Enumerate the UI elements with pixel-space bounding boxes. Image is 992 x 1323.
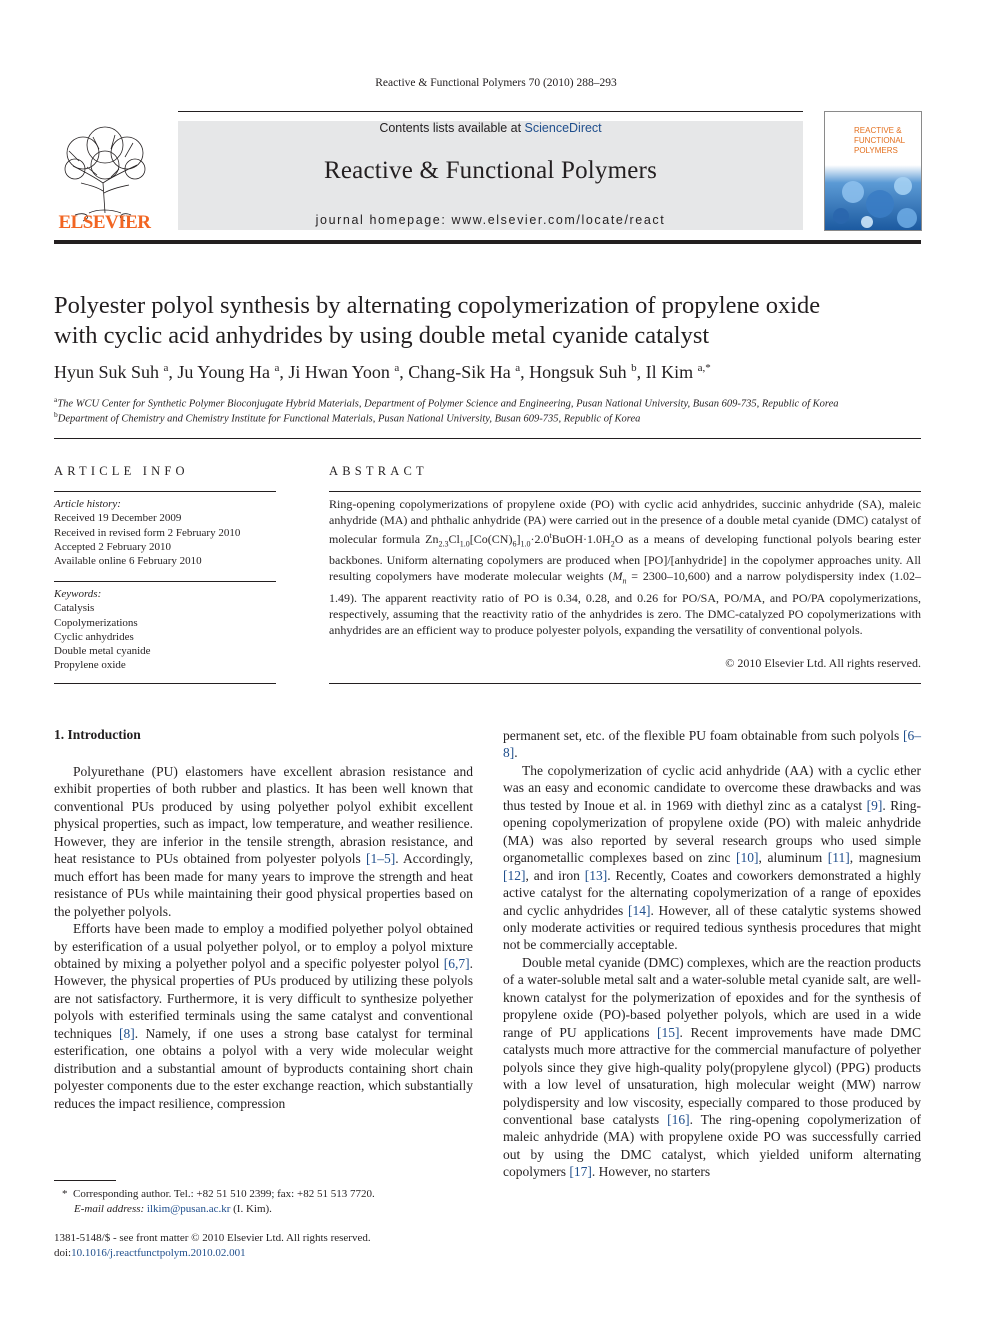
keywords-rule xyxy=(54,581,276,582)
publication-info xyxy=(54,1231,474,1261)
citation-link[interactable]: [14] xyxy=(627,902,651,918)
email-link[interactable]: ilkim@pusan.ac.kr xyxy=(146,1203,231,1215)
abstract-heading: ABSTRACT xyxy=(329,464,428,478)
author-name[interactable]: Il Kim xyxy=(645,362,694,382)
section-heading-introduction: 1. Introduction xyxy=(54,727,141,742)
journal-title: Reactive & Functional Polymers xyxy=(323,157,658,184)
body-paragraph xyxy=(503,727,921,762)
formula-part: Cl xyxy=(448,532,460,546)
masthead-bottom-rule xyxy=(54,240,921,244)
author-affiliation-mark: a,* xyxy=(697,362,711,374)
author-affiliation-mark: b xyxy=(631,362,637,374)
running-head: Reactive & Functional Polymers 70 (2010) 288–293 xyxy=(375,77,617,89)
article-history xyxy=(54,497,276,568)
contents-prefix: Contents lists available at xyxy=(379,121,525,135)
paragraph-text: . Recently, Coates and coworkers demonstrated a highly active catalyst for the alternating copolymerization of a range of epoxides and cyclic anhydrides xyxy=(503,867,921,918)
citation-link[interactable]: [8] xyxy=(119,1025,135,1041)
author-name[interactable]: Ju Young Ha xyxy=(177,362,270,382)
email-label: E-mail address: xyxy=(74,1203,145,1215)
paragraph-text: . However, no starters xyxy=(591,1164,711,1180)
affiliation-mark: a xyxy=(54,395,58,404)
footnote-star: * xyxy=(62,1188,68,1200)
citation-link[interactable]: [13] xyxy=(584,867,608,883)
citation-link[interactable]: [12] xyxy=(503,867,526,883)
keyword: Propylene oxide xyxy=(54,659,126,672)
keywords xyxy=(54,587,276,673)
keyword: Double metal cyanide xyxy=(54,645,151,658)
paragraph-text: . Ring-opening copolymerization of propylene oxide (PO) with maleic anhydride (MA) was also reported by several research groups who used simple organometallic complexes based on zinc xyxy=(503,797,921,866)
body-column-left xyxy=(54,763,473,1112)
paragraph-text: , aluminum xyxy=(758,850,828,866)
footnote-text: Corresponding author. Tel.: +82 51 510 2399; fax: +82 51 513 7720. xyxy=(73,1188,375,1200)
author-affiliation-mark: a xyxy=(163,362,169,374)
formula-part: ] xyxy=(516,532,521,546)
doi-link[interactable]: 10.1016/j.reactfunctpolym.2010.02.001 xyxy=(71,1247,246,1259)
abstract-text: Ring-opening copolymerizations of propylene oxide (PO) with cyclic acid anhydrides, succinic anhydride (SA), maleic anhydride (MA) and phthalic anhydride (PA) were carried out in the presence of a double metal cyanide (DMC) catalyst of molecular formula Zn xyxy=(329,497,921,546)
corresponding-author-note xyxy=(54,1187,474,1217)
formula-subscript: 1.0 xyxy=(459,539,470,549)
paragraph-text: Double metal cyanide (DMC) complexes, which are the reaction products of a water-soluble metal salt and a water-soluble metal cyanide salt, are well-known catalyst for the polymerization of epoxides and for the synthesis of propylene oxide (PO)-based polyether polyols, which are used in a wide range of PU applications xyxy=(503,954,921,1040)
citation-link[interactable]: [15] xyxy=(657,1024,680,1040)
paragraph-text: . xyxy=(514,745,518,761)
author-list: Hyun Suk Suh $^a$, Ju Young Ha $^a$, Ji Hwan Yoon $^a$, Chang-Sik Ha $^a$, Hongsuk Suh $^b$, Il Kim $^{a,*}$ xyxy=(54,362,711,382)
journal-homepage[interactable]: journal homepage: www.elsevier.com/locate/react xyxy=(315,213,666,227)
author-name[interactable]: Hyun Suk Suh xyxy=(54,362,160,382)
article-info-rule xyxy=(54,491,276,492)
issn-line: 1381-5148/$ - see front matter © 2010 Elsevier Ltd. All rights reserved. xyxy=(54,1232,371,1244)
body-column-right xyxy=(503,727,921,1181)
paragraph-text: Efforts have been made to employ a modified polyether polyol obtained by esterification of a usual polyether polyol, or to employ a polyol mixture obtained by mixing a polyether polyol and a specific polyester polyol xyxy=(54,921,473,971)
abstract-bottom-rule xyxy=(329,683,921,684)
mn-symbol: M xyxy=(612,569,623,584)
affiliation-text: Department of Chemistry and Chemistry Institute for Functional Materials, Pusan National University, Busan 609-735, Republic of Korea xyxy=(57,413,641,425)
header-rule xyxy=(178,111,803,112)
keyword: Cyclic anhydrides xyxy=(54,630,134,643)
abstract-rule xyxy=(329,491,921,492)
citation-link[interactable]: [17] xyxy=(569,1164,592,1180)
abstract-text: O as a means of developing functional polyols bearing ester backbones. Uniform alternating copolymers are produced when [PO]/[anhydride] in the copolymer approaches unity. All resulting copolymers have moderate molecular weights ( xyxy=(329,532,921,584)
formula-superscript: t xyxy=(549,531,552,540)
article-info-bottom-rule xyxy=(54,683,276,684)
author-affiliation-mark: a xyxy=(515,362,521,374)
paragraph-text: . Accordingly, much effort has been made for many years to improve the strength and heat resistance of PUs while maintaining their good physical properties based on the polyether polyols. xyxy=(54,851,474,919)
history-item: Accepted 2 February 2010 xyxy=(54,540,171,553)
author-name[interactable]: Chang-Sik Ha xyxy=(408,362,511,382)
paragraph-text: . The ring-opening copolymerization of maleic anhydride (MA) with propylene oxide PO was successfully carried out by using the DMC catalyst, which yielded uniform alternating copolymers xyxy=(503,1111,921,1180)
article-title xyxy=(54,291,934,351)
body-paragraph xyxy=(54,920,473,1112)
history-item: Received in revised form 2 February 2010 xyxy=(54,526,241,539)
keyword: Copolymerizations xyxy=(54,616,138,629)
cover-title-line: REACTIVE & xyxy=(854,126,902,135)
paragraph-text: . Namely, if one uses a strong base catalyst for terminal esterification, one obtains a polyol with a very wide molecular weight distribution and a substantial amount of byproducts containing short chain polyester components due to the ester exchange reaction, which substantially reduces the impact resilience, compression xyxy=(54,1025,474,1111)
footnote-line xyxy=(54,1202,474,1217)
cover-title-line: FUNCTIONAL xyxy=(854,136,906,145)
elsevier-wordmark: ELSEVIER xyxy=(58,212,151,233)
keywords-label: Keywords: xyxy=(54,588,102,600)
article-title-line: with cyclic acid anhydrides by using double metal cyanide catalyst xyxy=(54,322,710,349)
footnote-text: (I. Kim). xyxy=(230,1203,272,1215)
citation-link[interactable]: [6,7] xyxy=(443,955,470,971)
heading-rule xyxy=(54,438,921,439)
affiliation-mark: b xyxy=(54,410,58,419)
citation-link[interactable]: [16] xyxy=(667,1111,690,1127)
author-name[interactable]: Hongsuk Suh xyxy=(529,362,627,382)
author-name[interactable]: Ji Hwan Yoon xyxy=(288,362,390,382)
author-affiliation-mark: a xyxy=(394,362,400,374)
doi-prefix: doi: xyxy=(54,1247,72,1259)
paragraph-text: , magnesium xyxy=(849,850,921,866)
formula-subscript: 6 xyxy=(512,539,517,549)
footnote-rule xyxy=(54,1180,116,1181)
affiliation-text: The WCU Center for Synthetic Polymer Bioconjugate Hybrid Materials, Department of Polymer Science and Engineering, Pusan National University, Busan 609-735, Republic of Korea xyxy=(57,398,839,410)
body-paragraph xyxy=(503,762,921,954)
formula-part: ·2.0 xyxy=(530,532,550,546)
citation-link[interactable]: [6–8] xyxy=(503,728,921,761)
paragraph-text: Polyurethane (PU) elastomers have excellent abrasion resistance and exhibit properties of both rubber and plastics. It has been well known that conventional PUs produced by using polyether polyol exhibit excellent physical properties, such as impact, low temperature, and weather resilience. However, they are inferior in the tensile strength, abrasion resistance, and heat resistance to PUs obtained from polyester polyols xyxy=(54,764,473,867)
history-item: Received 19 December 2009 xyxy=(54,512,182,525)
doi-line xyxy=(54,1246,474,1261)
cover-title xyxy=(854,126,905,156)
paragraph-text: permanent set, etc. of the flexible PU foam obtainable from such polyols xyxy=(503,728,903,743)
article-info-heading: ARTICLE INFO xyxy=(54,464,189,478)
author-affiliation-mark: a xyxy=(274,362,280,374)
paragraph-text: . However, the physical properties of PUs produced by utilizing these polyols are not satisfactory. Furthermore, it is very difficult to synthesize polyether polyols with esterified terminals using the same catalyst and conventional techniques xyxy=(54,955,473,1041)
formula-part: BuOH·1.0H xyxy=(551,532,611,546)
contents-line xyxy=(178,121,803,135)
affiliation xyxy=(54,395,934,410)
paragraph-text: . Recent improvements have made DMC catalysts much more attractive for the commercial manufacture of polyether polyols since they give high-quality poly(propylene glycol) (PPG) products with a low level of unsaturation, high molecular weight (MW) narrow polydispersity and low viscosity, especially compared to those produced by conventional base catalysts xyxy=(503,1024,921,1127)
mn-subscript: n xyxy=(622,576,627,586)
body-paragraph xyxy=(503,954,921,1181)
body-paragraph xyxy=(54,763,473,920)
formula-part: [Co(CN) xyxy=(469,532,513,546)
citation-link[interactable]: [10] xyxy=(736,850,759,866)
history-label: Article history: xyxy=(54,498,121,510)
citation-link[interactable]: [1–5] xyxy=(365,851,396,867)
keyword: Catalysis xyxy=(54,602,95,615)
formula-subscript: 2.3 xyxy=(438,539,449,549)
history-item: Available online 6 February 2010 xyxy=(54,555,202,568)
formula-subscript: 2 xyxy=(610,539,615,549)
sciencedirect-link[interactable]: ScienceDirect xyxy=(524,121,602,135)
article-title-line: Polyester polyol synthesis by alternating copolymerization of propylene oxide xyxy=(54,292,821,319)
citation-link[interactable]: [9] xyxy=(866,797,883,813)
paragraph-text: The copolymerization of cyclic acid anhydride (AA) with a cyclic ether was an easy and economic candidate to overcome these drawbacks and was thus tested by Inoue et al. in 1969 with diethyl zinc as a catalyst xyxy=(503,762,921,813)
formula-subscript: 1.0 xyxy=(520,539,531,549)
abstract-copyright: © 2010 Elsevier Ltd. All rights reserved. xyxy=(725,656,921,670)
abstract-text: = 2300–10,600) and a narrow polydispersity index (1.02–1.49). The apparent reactivity ratio of PO is 0.34, 0.28, and 0.26 for PO/SA, PO/MA, and PO/PA copolymerizations, respectively, assuming that the reactivity ratio of the anhydrides is zero. The DMC-catalyzed PO copolymerizations with anhydrides are an efficient way to produce polyester polyols, expanding the versatility of conventional polyols. xyxy=(329,569,921,637)
citation-link[interactable]: [11] xyxy=(827,850,850,866)
paragraph-text: , and iron xyxy=(525,867,585,883)
cover-title-line: POLYMERS xyxy=(854,146,898,155)
footnote-line xyxy=(54,1187,474,1202)
affiliation xyxy=(54,410,934,425)
abstract-body xyxy=(329,496,921,638)
paragraph-text: . However, all of these catalytic systems showed only moderate activities or required tedious synthesis procedures that might not be commercially acceptable. xyxy=(503,902,921,953)
